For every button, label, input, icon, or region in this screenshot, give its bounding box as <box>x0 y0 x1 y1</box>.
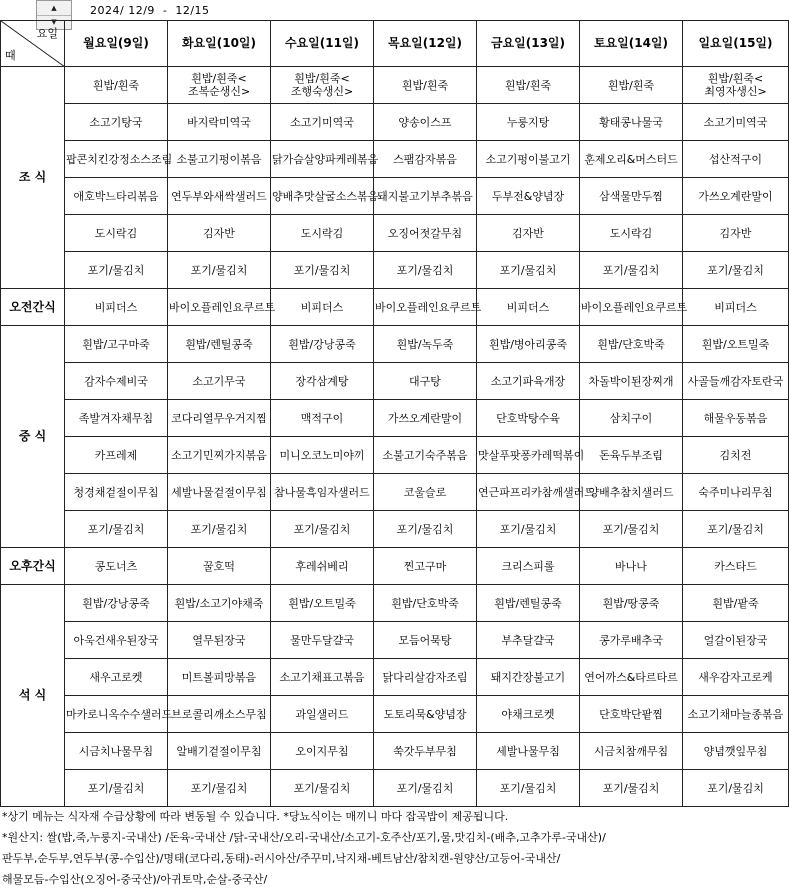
menu-cell: 족발겨자채무침 <box>65 400 168 437</box>
menu-cell: 포기/물김치 <box>374 770 477 807</box>
menu-row <box>1 67 789 104</box>
menu-cell: 흰밥/땅콩죽 <box>580 585 683 622</box>
menu-cell: 오이지무침 <box>271 733 374 770</box>
menu-cell: 소고기미역국 <box>683 104 789 141</box>
menu-cell: 참나물흑임자샐러드 <box>271 474 374 511</box>
menu-cell: 코울슬로 <box>374 474 477 511</box>
menu-cell: 차돌박이된장찌개 <box>580 363 683 400</box>
menu-cell: 코다리열무우거지찜 <box>168 400 271 437</box>
menu-cell: 얼갈이된장국 <box>683 622 789 659</box>
menu-cell: 숙주미나리무침 <box>683 474 789 511</box>
day-header: 토요일(14일) <box>580 21 683 67</box>
menu-cell: 세발나물겉절이무침 <box>168 474 271 511</box>
menu-cell: 포기/물김치 <box>65 252 168 289</box>
menu-cell: 두부전&양념장 <box>477 178 580 215</box>
menu-cell: 흰밥/단호박죽 <box>580 326 683 363</box>
menu-cell: 도시락김 <box>65 215 168 252</box>
note-line: *원산지: 쌀(밥,죽,누룽지-국내산) /돈육-국내산 /닭-국내산/오리-국내산/소고기-호주산/포기,물,맛김치-(배추,고추가루-국내산)/ <box>2 831 606 844</box>
menu-row <box>1 363 789 400</box>
menu-cell: 단호박단팥찜 <box>580 696 683 733</box>
week-period: 2024/ 12/9 - 12/15 <box>90 4 210 17</box>
menu-cell: 콩가루배추국 <box>580 622 683 659</box>
menu-cell: 포기/물김치 <box>477 770 580 807</box>
notes <box>2 806 786 890</box>
menu-cell: 새우고로켓 <box>65 659 168 696</box>
menu-cell: 비피더스 <box>683 289 789 326</box>
day-header: 금요일(13일) <box>477 21 580 67</box>
menu-cell: 모듬어묵탕 <box>374 622 477 659</box>
menu-cell: 포기/물김치 <box>477 252 580 289</box>
menu-cell: 흰밥/흰죽<최영자생신> <box>683 67 789 104</box>
menu-cell: 흰밥/강낭콩죽 <box>65 585 168 622</box>
menu-cell: 흰밥/팥죽 <box>683 585 789 622</box>
menu-cell: 사골들깨감자토란국 <box>683 363 789 400</box>
menu-cell: 닭가슴살양파케레볶음 <box>271 141 374 178</box>
menu-cell: 콩도너츠 <box>65 548 168 585</box>
menu-cell: 알배기겉절이무침 <box>168 733 271 770</box>
menu-row <box>1 548 789 585</box>
menu-cell: 꿀호떡 <box>168 548 271 585</box>
menu-cell: 소고기채표고볶음 <box>271 659 374 696</box>
menu-cell: 가쓰오계란말이 <box>683 178 789 215</box>
spin-up-icon[interactable]: ▲ <box>37 1 71 16</box>
menu-cell: 포기/물김치 <box>683 252 789 289</box>
menu-cell: 도시락김 <box>271 215 374 252</box>
menu-cell: 포기/물김치 <box>168 770 271 807</box>
menu-row <box>1 474 789 511</box>
menu-cell: 포기/물김치 <box>168 511 271 548</box>
menu-cell: 돈육두부조림 <box>580 437 683 474</box>
menu-cell: 바지락미역국 <box>168 104 271 141</box>
menu-row <box>1 696 789 733</box>
menu-cell: 흰밥/고구마죽 <box>65 326 168 363</box>
menu-cell: 포기/물김치 <box>580 770 683 807</box>
menu-cell: 포기/물김치 <box>580 252 683 289</box>
menu-cell: 포기/물김치 <box>683 511 789 548</box>
menu-row <box>1 104 789 141</box>
menu-cell: 세발나물무침 <box>477 733 580 770</box>
menu-cell: 김자반 <box>683 215 789 252</box>
menu-row <box>1 326 789 363</box>
menu-cell: 후레쉬베리 <box>271 548 374 585</box>
menu-row <box>1 178 789 215</box>
menu-cell: 바이오플레인요쿠르트 <box>168 289 271 326</box>
menu-cell: 열무된장국 <box>168 622 271 659</box>
menu-cell: 흰밥/강낭콩죽 <box>271 326 374 363</box>
weekly-menu-table <box>0 20 789 807</box>
menu-cell: 김자반 <box>477 215 580 252</box>
menu-cell: 흰밥/단호박죽 <box>374 585 477 622</box>
menu-cell: 소고기채마늘종볶음 <box>683 696 789 733</box>
day-header: 목요일(12일) <box>374 21 477 67</box>
corner-meal-label: 때 <box>5 49 16 62</box>
menu-cell: 해물우동볶음 <box>683 400 789 437</box>
day-header: 화요일(10일) <box>168 21 271 67</box>
menu-cell: 비피더스 <box>477 289 580 326</box>
menu-cell: 소고기미역국 <box>271 104 374 141</box>
menu-cell: 소고기민찌가지볶음 <box>168 437 271 474</box>
menu-cell: 포기/물김치 <box>65 770 168 807</box>
menu-cell: 소불고기숙주볶음 <box>374 437 477 474</box>
menu-cell: 쑥갓두부무침 <box>374 733 477 770</box>
menu-cell: 마카로니옥수수샐러드 <box>65 696 168 733</box>
menu-cell: 흰밥/오트밀죽 <box>271 585 374 622</box>
day-header: 수요일(11일) <box>271 21 374 67</box>
menu-cell: 훈제오리&머스터드 <box>580 141 683 178</box>
menu-cell: 팝콘치킨강정소스조림 <box>65 141 168 178</box>
menu-cell: 포기/물김치 <box>271 770 374 807</box>
top-strip <box>0 0 788 26</box>
menu-cell: 흰밥/오트밀죽 <box>683 326 789 363</box>
menu-row <box>1 141 789 178</box>
menu-cell: 가쓰오계란말이 <box>374 400 477 437</box>
note-line: *상기 메뉴는 식자재 수급상황에 따라 변동될 수 있습니다. *당뇨식이는 매끼니 마다 잡곡밥이 제공됩니다. <box>2 810 509 823</box>
menu-row <box>1 770 789 807</box>
menu-cell: 삼치구이 <box>580 400 683 437</box>
menu-row <box>1 733 789 770</box>
menu-cell: 김치전 <box>683 437 789 474</box>
menu-cell: 흰밥/흰죽 <box>374 67 477 104</box>
menu-cell: 청경채겉절이무침 <box>65 474 168 511</box>
menu-cell: 소고기펑이불고기 <box>477 141 580 178</box>
menu-cell: 포기/물김치 <box>580 511 683 548</box>
menu-cell: 흰밥/녹두죽 <box>374 326 477 363</box>
menu-cell: 흰밥/흰죽<조행숙생신> <box>271 67 374 104</box>
menu-cell: 소고기탕국 <box>65 104 168 141</box>
menu-row <box>1 585 789 622</box>
menu-cell: 크리스피롤 <box>477 548 580 585</box>
day-header: 일요일(15일) <box>683 21 789 67</box>
menu-cell: 단호박탕수육 <box>477 400 580 437</box>
menu-cell: 포기/물김치 <box>271 511 374 548</box>
menu-row <box>1 400 789 437</box>
menu-cell: 김자반 <box>168 215 271 252</box>
menu-cell: 맛살푸팟퐁카레떡볶이 <box>477 437 580 474</box>
menu-cell: 포기/물김치 <box>374 511 477 548</box>
menu-cell: 카스타드 <box>683 548 789 585</box>
menu-cell: 양송이스프 <box>374 104 477 141</box>
spin-down-icon[interactable]: ▼ <box>51 18 57 26</box>
menu-cell: 야채크로켓 <box>477 696 580 733</box>
menu-cell: 브로콜리깨소스무침 <box>168 696 271 733</box>
menu-cell: 섭산적구이 <box>683 141 789 178</box>
menu-cell: 비피더스 <box>65 289 168 326</box>
menu-cell: 부추달걀국 <box>477 622 580 659</box>
note-line: 판두부,순두부,연두부(콩-수입산)/명태(코다리,동태)-러시아산/주꾸미,낙지채-베트남산/참치캔-원양산/고등어-국내산/ <box>2 852 561 865</box>
menu-cell: 양배추맛살굴소스볶음 <box>271 178 374 215</box>
menu-row <box>1 437 789 474</box>
menu-cell: 감자수제비국 <box>65 363 168 400</box>
menu-cell: 포기/물김치 <box>374 252 477 289</box>
menu-cell: 찐고구마 <box>374 548 477 585</box>
menu-cell: 삼색물만두찜 <box>580 178 683 215</box>
menu-cell: 포기/물김치 <box>168 252 271 289</box>
menu-cell: 연두부와새싹샐러드 <box>168 178 271 215</box>
menu-cell: 미트볼피망볶음 <box>168 659 271 696</box>
menu-cell: 비피더스 <box>271 289 374 326</box>
menu-cell: 흰밥/렌틸콩죽 <box>477 585 580 622</box>
menu-cell: 황태콩나물국 <box>580 104 683 141</box>
menu-cell: 닭다리살감자조림 <box>374 659 477 696</box>
menu-cell: 장각삼계탕 <box>271 363 374 400</box>
menu-cell: 돼지불고기부추볶음 <box>374 178 477 215</box>
menu-cell: 흰밥/흰죽 <box>65 67 168 104</box>
menu-cell: 흰밥/흰죽 <box>580 67 683 104</box>
menu-cell: 미니오코노미야끼 <box>271 437 374 474</box>
note-line: 해물모듬-수입산(오징어-중국산)/아귀토막,순살-중국산/ <box>2 873 268 886</box>
menu-cell: 도시락김 <box>580 215 683 252</box>
meal-label: 석 식 <box>1 585 65 807</box>
menu-cell: 누룽지탕 <box>477 104 580 141</box>
menu-cell: 포기/물김치 <box>271 252 374 289</box>
menu-cell: 오징어젓갈무침 <box>374 215 477 252</box>
menu-cell: 연근파프리카참깨샐러드 <box>477 474 580 511</box>
menu-cell: 흰밥/렌틸콩죽 <box>168 326 271 363</box>
menu-row <box>1 659 789 696</box>
menu-row <box>1 622 789 659</box>
menu-row <box>1 511 789 548</box>
menu-cell: 흰밥/병아리콩죽 <box>477 326 580 363</box>
menu-row <box>1 215 789 252</box>
menu-cell: 바나나 <box>580 548 683 585</box>
menu-cell: 새우감자고로케 <box>683 659 789 696</box>
header-row <box>1 21 789 67</box>
menu-cell: 대구탕 <box>374 363 477 400</box>
menu-cell: 애호박느타리볶음 <box>65 178 168 215</box>
menu-cell: 소고기파육개장 <box>477 363 580 400</box>
menu-cell: 도토리묵&양념장 <box>374 696 477 733</box>
menu-row <box>1 252 789 289</box>
menu-cell: 양배추참치샐러드 <box>580 474 683 511</box>
menu-cell: 과일샐러드 <box>271 696 374 733</box>
menu-cell: 양념깻잎무침 <box>683 733 789 770</box>
corner-cell <box>1 21 65 67</box>
menu-cell: 흰밥/소고기야채죽 <box>168 585 271 622</box>
menu-cell: 시금치나물무침 <box>65 733 168 770</box>
menu-cell: 연어까스&타르타르 <box>580 659 683 696</box>
menu-cell: 바이오플레인요쿠르트 <box>374 289 477 326</box>
menu-cell: 소고기무국 <box>168 363 271 400</box>
menu-cell: 카프레제 <box>65 437 168 474</box>
menu-cell: 포기/물김치 <box>65 511 168 548</box>
menu-cell: 물만두달걀국 <box>271 622 374 659</box>
menu-cell: 스팸감자볶음 <box>374 141 477 178</box>
meal-label: 오전간식 <box>1 289 65 326</box>
menu-cell: 흰밥/흰죽 <box>477 67 580 104</box>
menu-cell: 흰밥/흰죽<조복순생신> <box>168 67 271 104</box>
menu-cell: 소불고기펑이볶음 <box>168 141 271 178</box>
menu-cell: 바이오플레인요쿠르트 <box>580 289 683 326</box>
corner-day-label: 요일 <box>36 27 58 40</box>
meal-label: 오후간식 <box>1 548 65 585</box>
meal-label: 조 식 <box>1 67 65 289</box>
menu-cell: 아욱건새우된장국 <box>65 622 168 659</box>
day-header: 월요일(9일) <box>65 21 168 67</box>
menu-cell: 포기/물김치 <box>477 511 580 548</box>
menu-cell: 포기/물김치 <box>683 770 789 807</box>
menu-cell: 시금치참깨무침 <box>580 733 683 770</box>
menu-cell: 돼지간장불고기 <box>477 659 580 696</box>
menu-cell: 맥적구이 <box>271 400 374 437</box>
menu-row <box>1 289 789 326</box>
meal-label: 중 식 <box>1 326 65 548</box>
